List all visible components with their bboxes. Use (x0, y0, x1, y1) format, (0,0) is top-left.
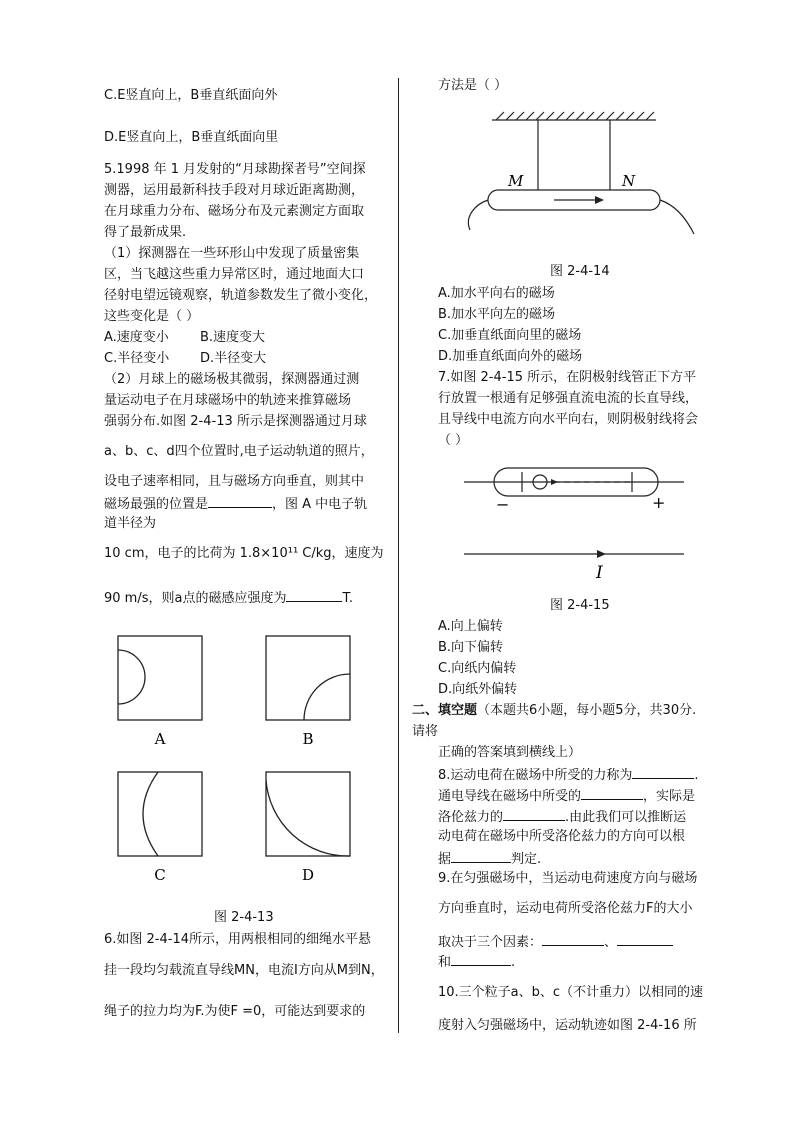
q8-line3-tail: .由此我们可以推断运 (565, 810, 687, 825)
fig13-label-c: C (154, 866, 166, 884)
q10-line1: 10.三个粒子a、b、c（不计重力）以相同的速 (438, 985, 704, 1000)
fig13-caption: 图 2-4-13 (214, 910, 274, 925)
fig13-arc-c (143, 772, 158, 856)
q9-line4 (438, 951, 515, 973)
blank-factor-1 (542, 931, 604, 946)
q5-line3: 在月球重力分布、磁场分布及元素测定方面取 (104, 204, 365, 219)
q5-p1-line1: （1）探测器在一些环形山中发现了质量密集 (104, 246, 360, 261)
q5-p1-line2: 区，当飞越这些重力异常区时，通过地面大口 (104, 267, 365, 282)
q5-p2-line9 (104, 587, 353, 609)
section2-desc3: 正确的答案填到横线上） (438, 745, 582, 760)
fig14-label-n: N (622, 172, 636, 190)
fig13-label-a: A (154, 730, 166, 748)
q8-line1-text: 8.运动电荷在磁场中所受的力称为 (438, 768, 633, 783)
q8-line5 (438, 848, 541, 870)
fig13-box-c (118, 772, 202, 856)
section2-heading-line (412, 701, 696, 721)
q8-line5-text: 据 (438, 852, 452, 867)
q9-line3 (438, 931, 673, 953)
q10-line2: 度射入匀强磁场中，运动轨迹如图 2-4-16 所 (438, 1018, 697, 1033)
fig15-plus: + (652, 493, 666, 512)
blank-factor-3 (451, 951, 511, 966)
section2-desc2: 请将 (412, 724, 439, 739)
q5-p1-line3: 径射电望远镜观察，轨道参数发生了微小变化， (104, 288, 378, 303)
fig14-label-m: M (508, 172, 524, 190)
figure-2-4-15 (460, 458, 690, 588)
q6-continued: 方法是（ ） (438, 78, 508, 93)
q5-option-d: D.半径变大 (200, 351, 267, 366)
q5-p2-line9-unit: T. (342, 591, 353, 606)
q5-option-b: B.速度变大 (200, 330, 266, 345)
q9-line3-text: 取决于三个因素： (438, 935, 543, 950)
figure-2-4-14 (458, 106, 708, 246)
q8-line1-end: . (694, 768, 699, 783)
q5-p2-line5: 设电子速率相同，且与磁场方向垂直，则其中 (104, 474, 365, 489)
blank-hand-rule (451, 848, 511, 863)
q8-line3-text: 洛伦兹力的 (438, 810, 504, 825)
q7-line1: 7.如图 2-4-15 所示，在阴极射线管正下方平 (438, 370, 697, 385)
option-c: C.E竖直向上，B垂直纸面向外 (104, 88, 278, 103)
q7-option-c: C.向纸内偏转 (438, 661, 517, 676)
q9-line4-text: 和 (438, 955, 452, 970)
q5-line2: 测器，运用最新科技手段对月球近距离勘测， (104, 183, 365, 198)
q8-line3 (438, 806, 686, 828)
q6-option-b: B.加水平向左的磁场 (438, 307, 556, 322)
q5-p2-line6 (104, 493, 367, 515)
wire-current-arrow (597, 550, 606, 558)
q5-p2-line1: （2）月球上的磁场极其微弱，探测器通过测 (104, 372, 360, 387)
q7-option-d: D.向纸外偏转 (438, 682, 518, 697)
q5-p2-line6-text: 磁场最强的位置是 (104, 497, 209, 512)
q7-option-b: B.向下偏转 (438, 640, 504, 655)
fig15-caption: 图 2-4-15 (550, 598, 610, 613)
q5-option-c: C.半径变小 (104, 351, 170, 366)
q6-line3: 绳子的拉力均为F.为使F =0，可能达到要求的 (104, 1004, 366, 1019)
fig14-caption: 图 2-4-14 (550, 264, 610, 279)
fig13-arc-a (118, 650, 145, 704)
section2-desc: （本题共6小题，每小题5分，共30分. (477, 703, 697, 718)
q5-p2-line8: 10 cm，电子的比荷为 1.8×10¹¹ C/kg，速度为 (104, 546, 384, 561)
fig13-box-a (118, 636, 202, 720)
q9-line2: 方向垂直时，运动电荷所受洛伦兹力F的大小 (438, 901, 693, 916)
q6-option-d: D.加垂直纸面向外的磁场 (438, 349, 583, 364)
blank-strongest-position (208, 493, 272, 508)
q7-line4: （ ） (438, 433, 469, 448)
q5-p2-line9-text: 90 m/s，则a点的磁感应强度为 (104, 591, 287, 606)
q8-line5-tail: 判定. (511, 852, 542, 867)
q6-line2: 挂一段均匀载流直导线MN，电流I方向从M到N， (104, 963, 384, 978)
wire-left (468, 200, 488, 230)
q5-p2-line6-tail: ，图 A 中电子轨 (272, 497, 368, 512)
fig15-current-label: I (596, 563, 603, 583)
q9-line4-end: . (511, 955, 516, 970)
figure-2-4-13 (110, 630, 360, 920)
beam-arrow-head (551, 479, 558, 485)
ceiling-hatch (496, 112, 654, 120)
blank-induction (286, 587, 342, 602)
q8-line1 (438, 764, 699, 786)
q8-line2-tail: ，实际是 (643, 789, 696, 804)
option-d: D.E竖直向上，B垂直纸面向里 (104, 130, 279, 145)
q7-option-a: A.向上偏转 (438, 619, 503, 634)
fig15-minus: − (496, 495, 510, 514)
q5-option-a: A.速度变小 (104, 330, 169, 345)
q8-line4: 动电荷在磁场中所受洛伦兹力的方向可以根 (438, 829, 686, 844)
wire-right (660, 200, 694, 234)
column-divider (398, 78, 399, 1033)
q7-line3: 且导线中电流方向水平向右，则阴极射线将会 (438, 412, 699, 427)
section2-heading: 二、填空题 (412, 703, 478, 718)
q6-option-c: C.加垂直纸面向里的磁场 (438, 328, 582, 343)
q5-line4: 得了最新成果. (104, 225, 187, 240)
q6-line1: 6.如图 2-4-14所示，用两根相同的细绳水平悬 (104, 932, 372, 947)
q9-line3-sep: 、 (604, 935, 618, 950)
q5-p2-line4: a、b、c、d四个位置时,电子运动轨道的照片， (104, 444, 374, 459)
q5-line1: 5.1998 年 1 月发射的“月球勘探者号”空间探 (104, 162, 366, 177)
q6-option-a: A.加水平向右的磁场 (438, 286, 555, 301)
q5-p2-line2: 量运动电子在月球磁场中的轨迹来推算磁场 (104, 393, 352, 408)
fig13-label-b: B (302, 730, 314, 748)
blank-macro-expression (503, 806, 565, 821)
blank-ampere-force (581, 785, 643, 800)
q7-line2: 行放置一根通有足够强直流电流的长直导线， (438, 391, 699, 406)
q5-p2-line3: 强弱分布.如图 2-4-13 所示是探测器通过月球 (104, 414, 367, 429)
fig13-box-b (266, 636, 350, 720)
fig13-label-d: D (301, 866, 315, 884)
q5-p1-line4: 这些变化是（ ） (104, 309, 200, 324)
q5-p2-line7: 道半径为 (104, 516, 157, 531)
fig13-arc-d (266, 780, 350, 856)
q8-line2-text: 通电导线在磁场中所受的 (438, 789, 582, 804)
fig13-box-d (266, 772, 350, 856)
blank-factor-2 (617, 931, 673, 946)
blank-lorentz-name (632, 764, 694, 779)
q9-line1: 9.在匀强磁场中，当运动电荷速度方向与磁场 (438, 871, 698, 886)
current-arrow-head (595, 196, 604, 204)
q8-line2 (438, 785, 695, 807)
fig13-arc-b (304, 674, 350, 720)
